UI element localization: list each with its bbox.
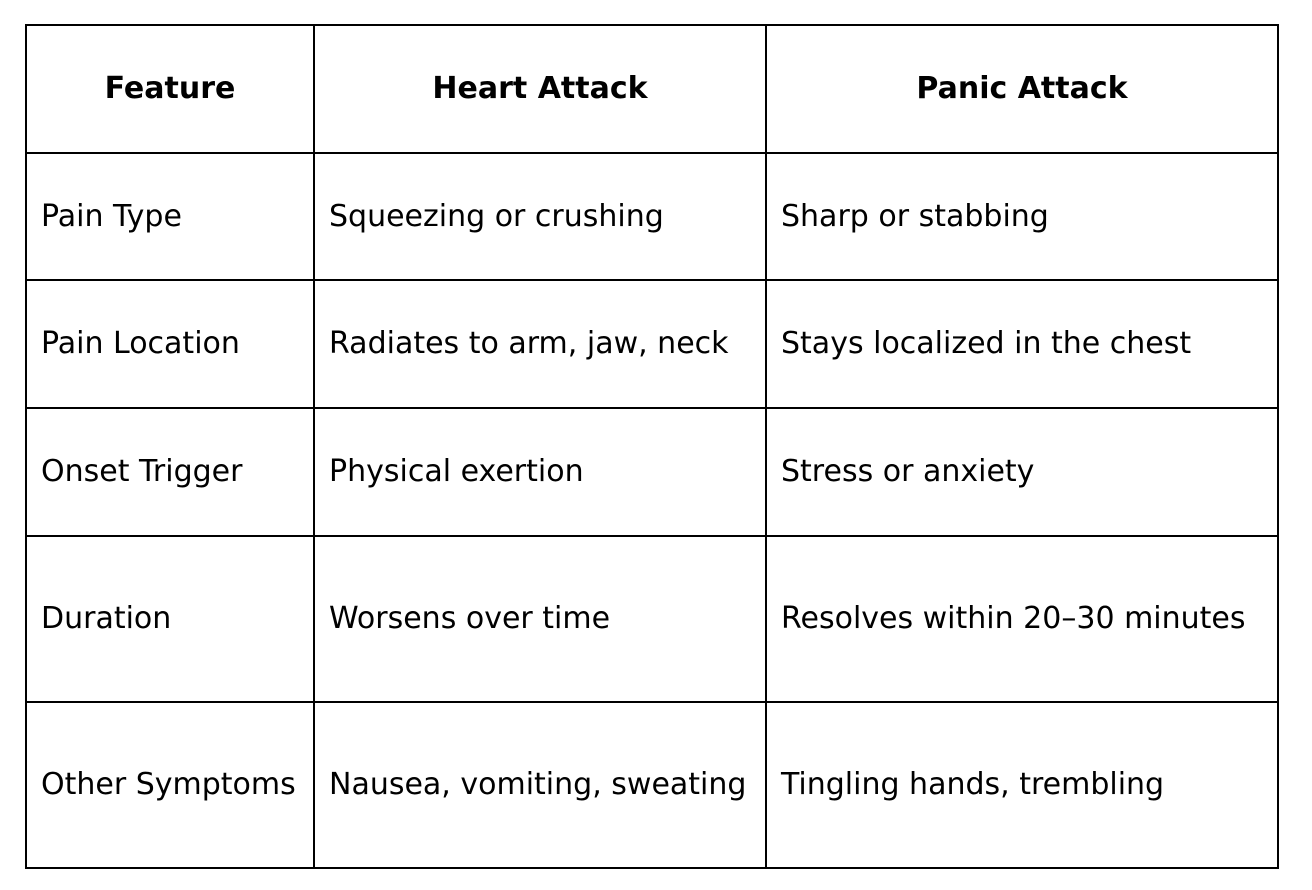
row-feature-cell: Duration: [26, 536, 314, 702]
row-feature-cell: Pain Location: [26, 280, 314, 408]
heart-attack-cell: Physical exertion: [314, 408, 766, 536]
header-panic-attack: Panic Attack: [766, 25, 1278, 153]
table-row: [26, 702, 1278, 868]
row-feature-cell: Other Symptoms: [26, 702, 314, 868]
comparison-table: [25, 24, 1279, 869]
table-row: [26, 536, 1278, 702]
table-row: [26, 408, 1278, 536]
row-feature-cell: Pain Type: [26, 153, 314, 280]
panic-attack-cell: Stress or anxiety: [766, 408, 1278, 536]
panic-attack-cell: Resolves within 20–30 minutes: [766, 536, 1278, 702]
panic-attack-cell: Sharp or stabbing: [766, 153, 1278, 280]
panic-attack-cell: Tingling hands, trembling: [766, 702, 1278, 868]
table-header-row: [26, 25, 1278, 153]
header-heart-attack: Heart Attack: [314, 25, 766, 153]
heart-attack-cell: Worsens over time: [314, 536, 766, 702]
table-row: [26, 280, 1278, 408]
heart-attack-cell: Squeezing or crushing: [314, 153, 766, 280]
header-feature: Feature: [26, 25, 314, 153]
table-row: [26, 153, 1278, 280]
panic-attack-cell: Stays localized in the chest: [766, 280, 1278, 408]
heart-attack-cell: Radiates to arm, jaw, neck: [314, 280, 766, 408]
heart-attack-cell: Nausea, vomiting, sweating: [314, 702, 766, 868]
row-feature-cell: Onset Trigger: [26, 408, 314, 536]
